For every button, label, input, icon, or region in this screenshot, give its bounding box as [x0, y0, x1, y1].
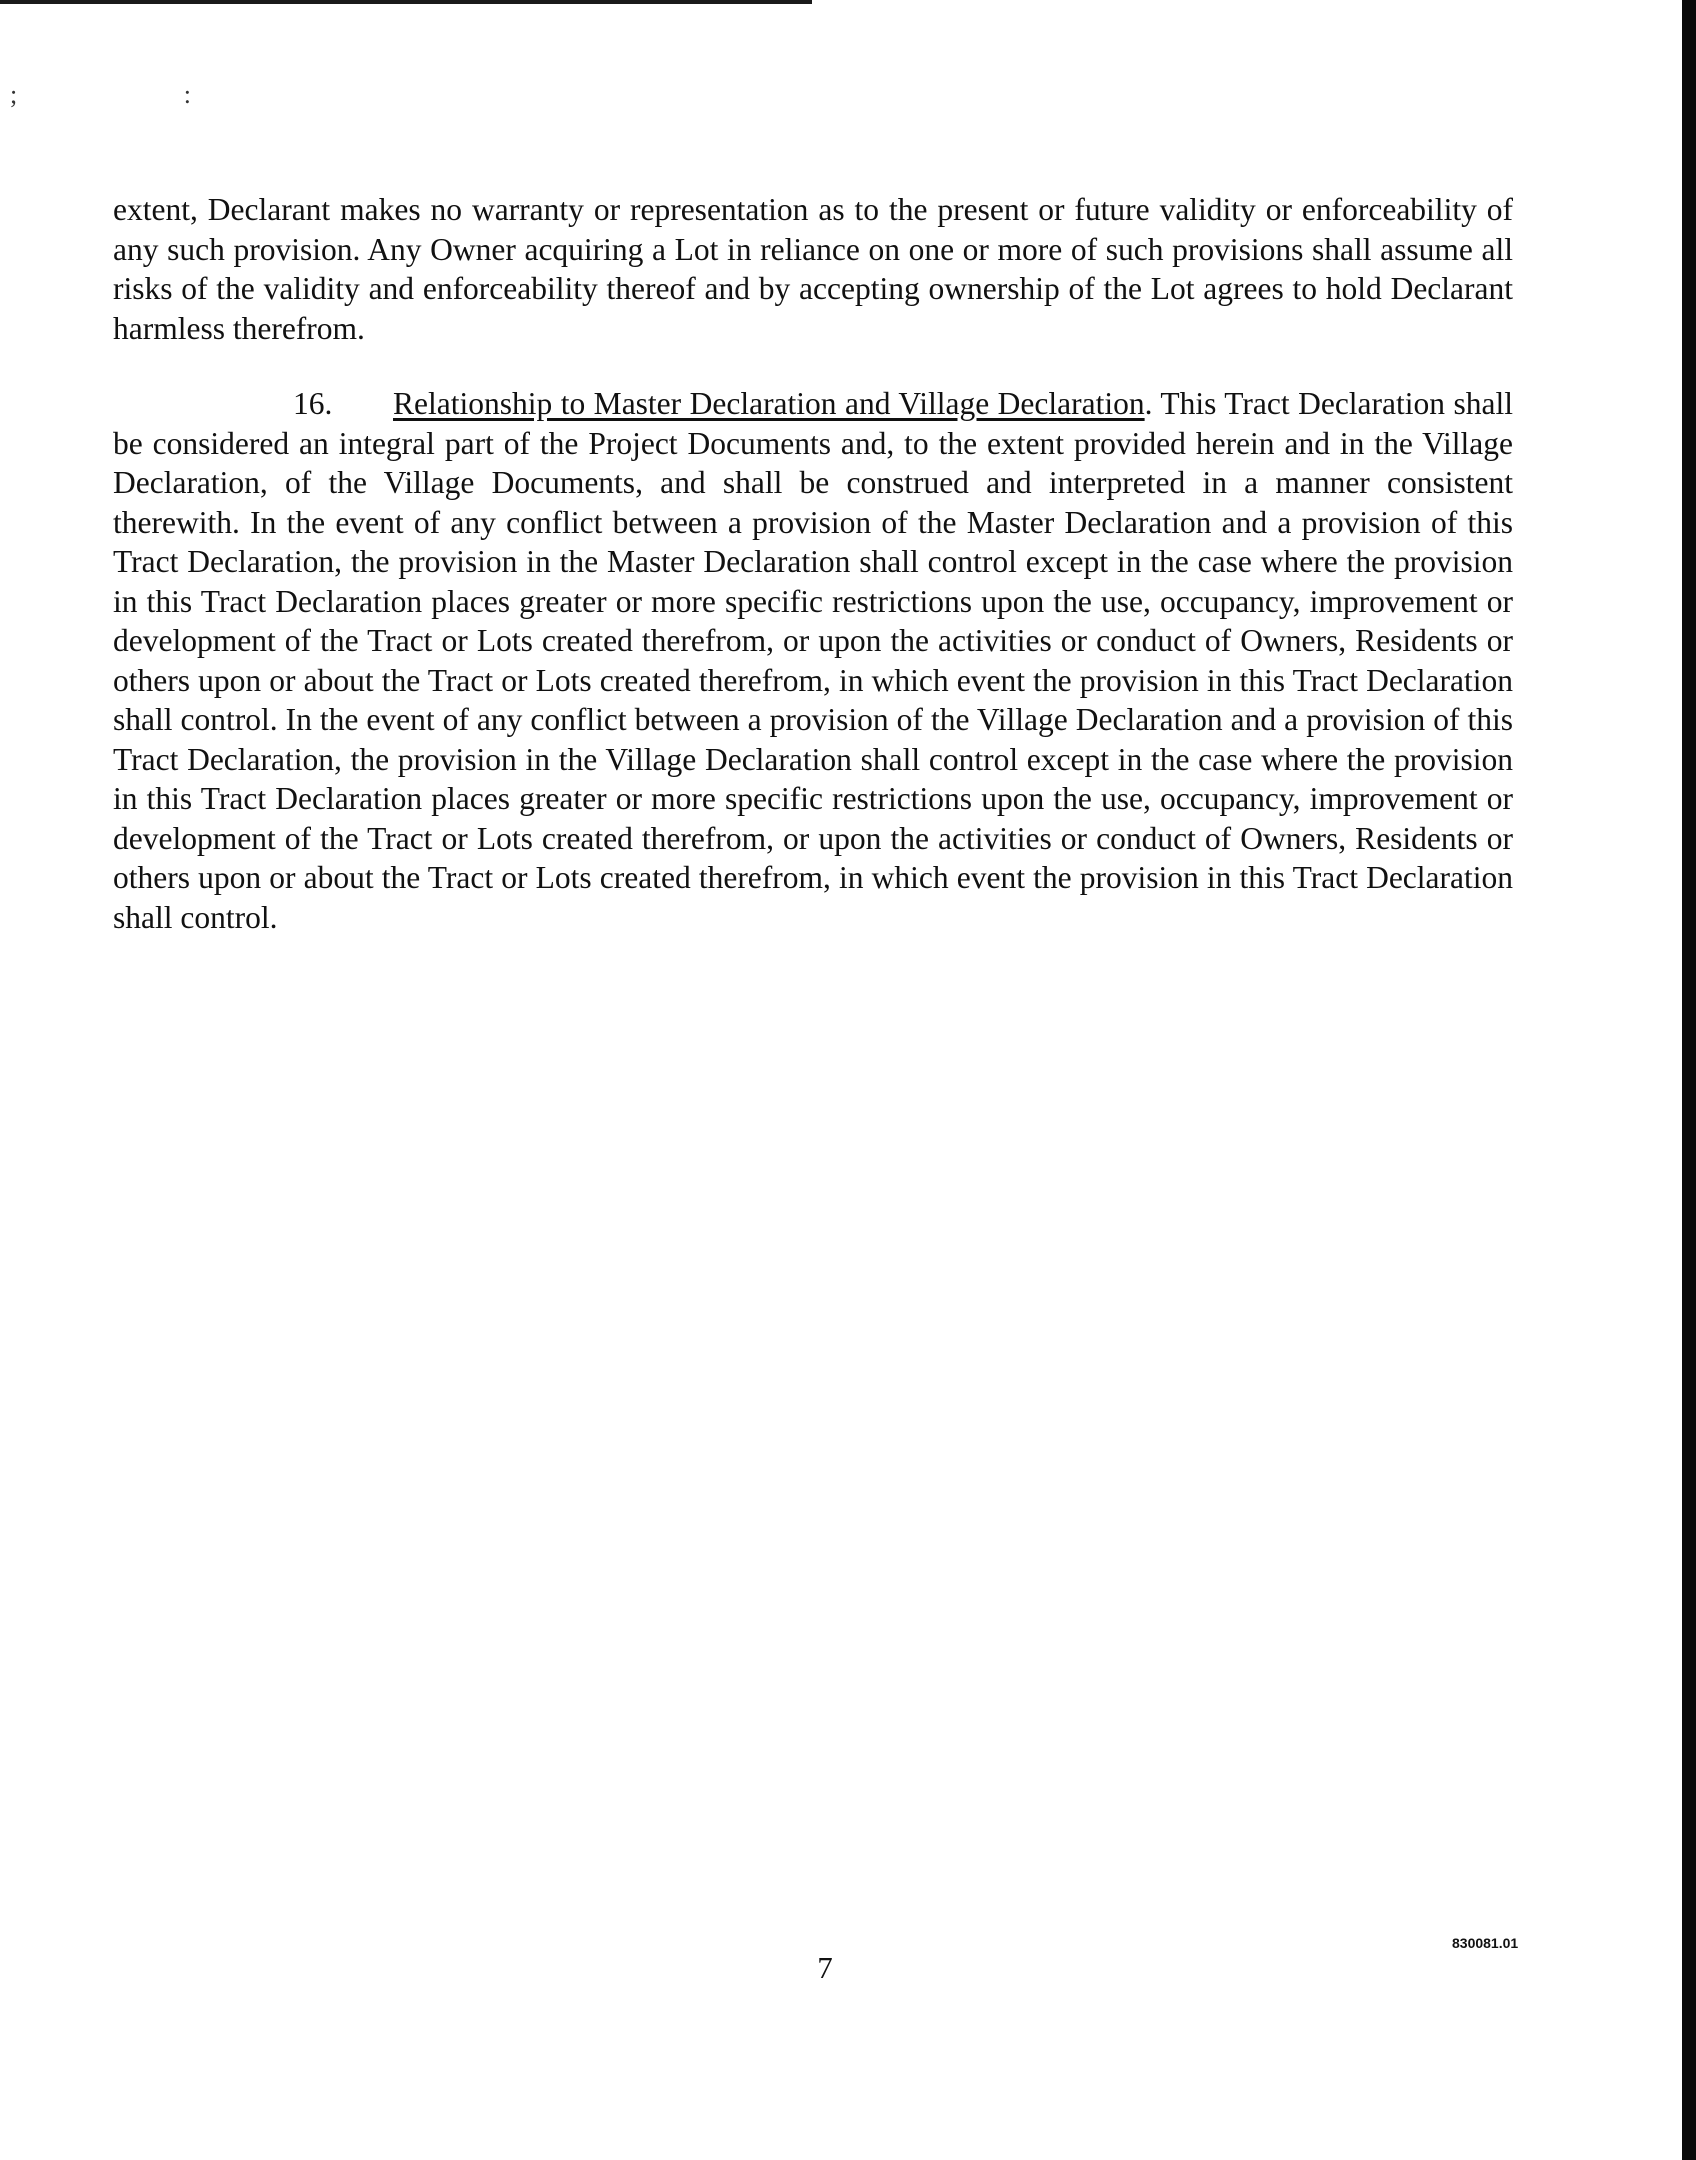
- section-number: 16.: [293, 386, 333, 421]
- scan-right-edge: [1682, 0, 1696, 2160]
- section-heading-punctuation: .: [1144, 386, 1153, 421]
- paragraph-continuation: extent, Declarant makes no warranty or representation as to the present or future validity or enforceability of any such provision. Any Owner acquiring a Lot in reliance on one or more of such provisions shall assume all risks of the validity and enforceability thereof and by accepting ownership of the Lot agrees to hold Declarant harmless therefrom.: [113, 192, 1513, 346]
- document-id: 830081.01: [1452, 1935, 1519, 1951]
- section-body: This Tract Declaration shall be considered an integral part of the Project Documents and, to the extent provided herein and in the Village Declaration, of the Village Documents, and shall be construed and interpreted in a manner consistent therewith. In the event of any conflict between a provision of the Master Declaration and a provision of this Tract Declaration, the provision in the Master Declaration shall control except in the case where the provision in this Tract Declaration places greater or more specific restrictions upon the use, occupancy, improvement or development of the Tract or Lots created therefrom, or upon the activities or conduct of Owners, Residents or others upon or about the Tract or Lots created therefrom, in which event the provision in this Tract Declaration shall control. In the event of any conflict between a provision of the Village Declaration and a provision of this Tract Declaration, the provision in the Village Declaration shall control except in the case where the provision in this Tract Declaration places greater or more specific restrictions upon the use, occupancy, improvement or development of the Tract or Lots created therefrom, or upon the activities or conduct of Owners, Residents or others upon or about the Tract or Lots created therefrom, in which event the provision in this Tract Declaration shall control.: [113, 386, 1513, 935]
- page-number: 7: [817, 1950, 833, 1985]
- scan-specks: ; :: [10, 80, 271, 109]
- section-16: [113, 384, 1513, 937]
- scan-top-edge: [0, 0, 812, 4]
- section-heading: Relationship to Master Declaration and Village Declaration: [393, 386, 1145, 421]
